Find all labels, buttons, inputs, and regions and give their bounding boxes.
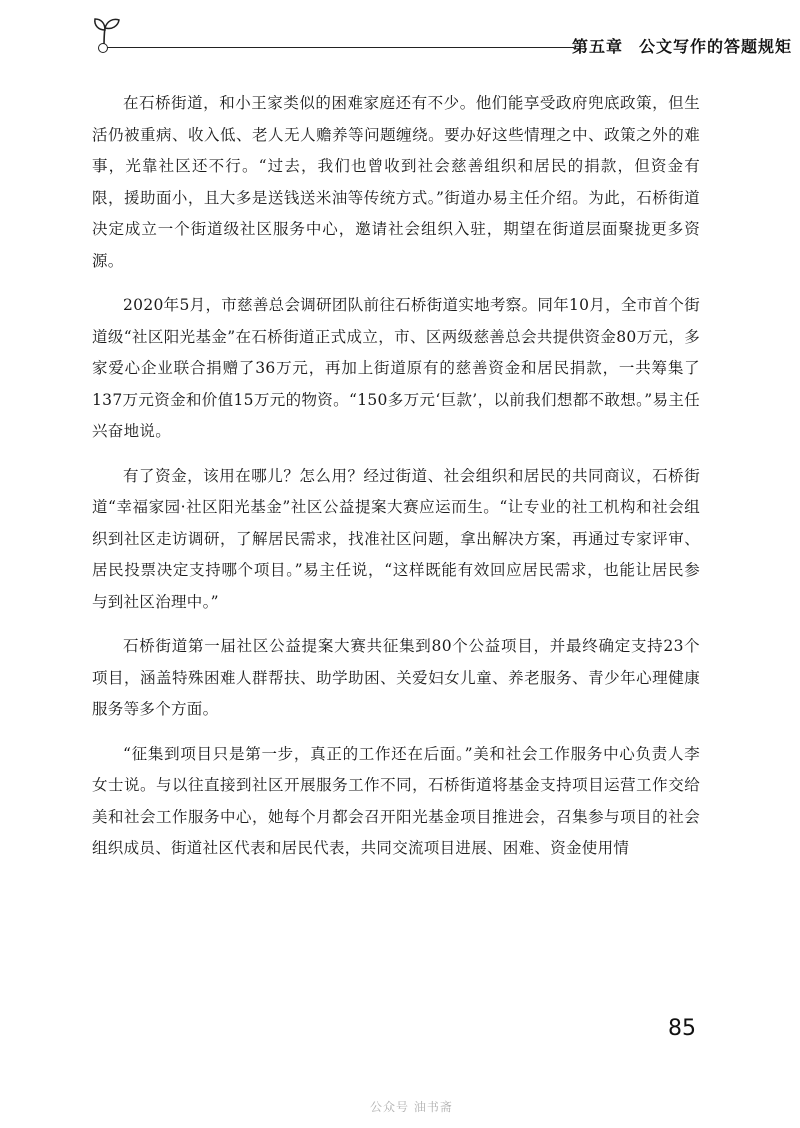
paragraph-4: 石桥街道第一届社区公益提案大赛共征集到80个公益项目，并最终确定支持23个项目，涵盖特殊困难人群帮扶、助学助困、关爱妇女儿童、养老服务、青少年心理健康服务等多个方面。 [92, 637, 700, 718]
paragraph-5: “征集到项目只是第一步，真正的工作还在后面。”美和社会工作服务中心负责人李女士说。与以往直接到社区开展服务工作不同，石桥街道将基金支持项目运营工作交给美和社会工作服务中心，她每个月都会召开阳光基金项目推进会，召集参与项目的社会组织成员、街道社区代表和居民代表，共同交流项目进展、困难、资金使用情 [92, 744, 700, 857]
running-header [92, 14, 793, 56]
paragraph-3: 有了资金，该用在哪儿？怎么用？经过街道、社会组织和居民的共同商议，石桥街道“幸福家园·社区阳光基金”社区公益提案大赛应运而生。“让专业的社工机构和社会组织到社区走访调研，了解居民需求，找准社区问题，拿出解决方案，再通过专家评审、居民投票决定支持哪个项目。”易主任说，“这样既能有效回应居民需求，也能让居民参与到社区治理中。” [92, 466, 700, 611]
chapter-number: 第五章 [572, 37, 624, 56]
watermark: 公众号 油书斋 [370, 1100, 453, 1114]
header-rule [104, 47, 574, 48]
paragraph-1: 在石桥街道，和小王家类似的困难家庭还有不少。他们能享受政府兜底政策，但生活仍被重病、收入低、老人无人赡养等问题缠绕。要办好这些情理之中、政策之外的难事，光靠社区还不行。“过去，我们也曾收到社会慈善组织和居民的捐款，但资金有限，援助面小，且大多是送钱送米油等传统方式。”街道办易主任介绍。为此，石桥街道决定成立一个街道级社区服务中心，邀请社会组织入驻，期望在街道层面聚拢更多资源。 [92, 94, 700, 270]
chapter-title: 公文写作的答题规矩 [639, 37, 793, 56]
page-number: 85 [668, 1016, 696, 1041]
paragraph-2: 2020年5月，市慈善总会调研团队前往石桥街道实地考察。同年10月，全市首个街道级“社区阳光基金”在石桥街道正式成立，市、区两级慈善总会共提供资金80万元，多家爱心企业联合捐赠了36万元，再加上街道原有的慈善资金和居民捐款，一共筹集了137万元资金和价值15万元的物资。“150多万元‘巨款’，以前我们想都不敢想。”易主任兴奋地说。 [92, 296, 700, 440]
body-text [92, 88, 700, 878]
chapter-heading [572, 34, 792, 57]
header-rule-dot [98, 43, 108, 53]
